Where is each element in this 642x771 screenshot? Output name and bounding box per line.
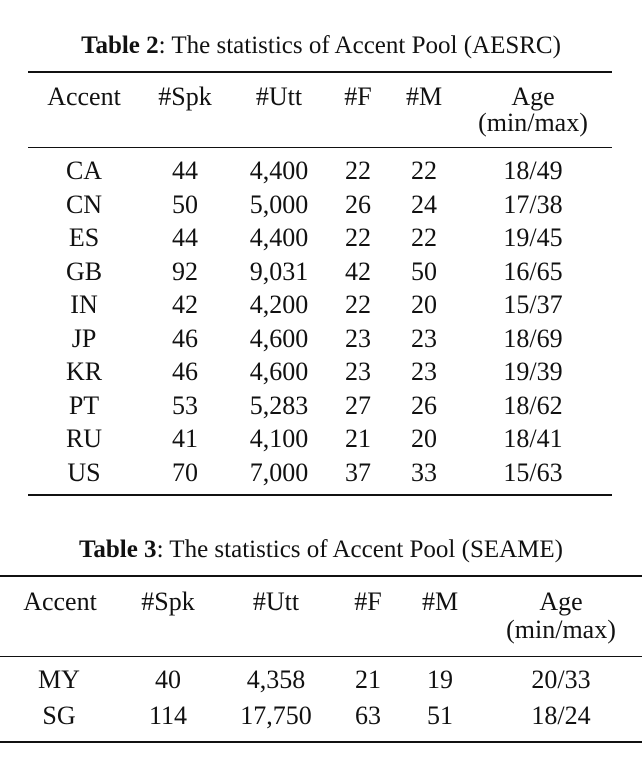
cell-text: 22 [345, 156, 371, 185]
cell-text: 17/38 [503, 189, 563, 219]
table-row [0, 456, 642, 490]
cell-text: 23 [345, 357, 371, 386]
cell-text: 23 [411, 357, 437, 386]
cell-text: 7,000 [249, 457, 309, 487]
table-row [0, 663, 642, 697]
cell-text: CA [65, 156, 103, 185]
table-row [0, 389, 642, 423]
cell-text: 4,400 [249, 223, 309, 252]
cell-text: 51 [427, 701, 453, 730]
cell-text: 23 [345, 323, 371, 353]
table-row [0, 188, 642, 222]
table2-mid-rule [28, 147, 612, 148]
table2-header-utt: #Utt [255, 82, 303, 111]
table2-header-age: Age [511, 82, 555, 111]
cell-text: 46 [172, 357, 198, 386]
cell-text: 40 [155, 665, 181, 694]
cell-text: GB [65, 256, 103, 286]
cell-text: 19 [427, 665, 453, 694]
table3-caption [0, 536, 642, 564]
table2-header-accent: Accent [47, 82, 121, 111]
table3-header-m: #M [421, 587, 459, 616]
table2-header-f: #F [344, 82, 372, 111]
table2-caption-text: : The statistics of Accent Pool (AESRC) [158, 32, 561, 59]
table2-header-spk: #Spk [158, 82, 212, 111]
table2-caption-label: Table 2 [81, 32, 159, 59]
table3-header-age: Age [539, 587, 583, 616]
cell-text: CN [65, 189, 103, 219]
cell-text: 24 [411, 189, 437, 219]
cell-text: 114 [148, 701, 188, 730]
table2-bottom-rule [28, 494, 612, 496]
table2-top-rule [28, 71, 612, 73]
cell-text: JP [71, 323, 97, 353]
cell-text: 15/37 [503, 290, 563, 319]
cell-text: 46 [172, 323, 198, 353]
cell-text: 18/69 [503, 323, 563, 353]
cell-text: 63 [355, 701, 381, 730]
table-row [0, 699, 642, 733]
table3-header-f: #F [354, 587, 382, 616]
cell-text: 37 [345, 457, 371, 487]
cell-text: 50 [411, 256, 437, 286]
cell-text: 16/65 [503, 256, 563, 286]
cell-text: RU [65, 424, 103, 453]
cell-text: 92 [172, 256, 198, 286]
cell-text: 4,600 [249, 357, 309, 386]
cell-text: MY [38, 665, 80, 694]
cell-text: 26 [411, 390, 437, 420]
cell-text: 5,000 [249, 189, 309, 219]
cell-text: 41 [172, 424, 198, 453]
table2-caption [0, 32, 642, 60]
table2-header-age-range: (min/max) [478, 108, 588, 137]
cell-text: 18/49 [503, 156, 563, 185]
table3-header-accent: Accent [23, 587, 97, 616]
cell-text: 20 [411, 424, 437, 453]
cell-text: 42 [345, 256, 371, 286]
cell-text: 19/45 [503, 223, 563, 252]
table3-header-spk: #Spk [141, 587, 195, 616]
table2-header-m: #M [405, 82, 443, 111]
table-row [0, 322, 642, 356]
cell-text: 15/63 [503, 457, 563, 487]
cell-text: 4,358 [246, 665, 306, 694]
cell-text: IN [70, 290, 98, 319]
table3-top-rule [0, 575, 642, 577]
cell-text: 17,750 [240, 701, 312, 730]
cell-text: 4,100 [249, 424, 309, 453]
cell-text: 22 [411, 223, 437, 252]
cell-text: 21 [345, 424, 371, 453]
cell-text: SG [42, 701, 76, 730]
table3-bottom-rule [0, 741, 642, 743]
cell-text: 33 [411, 457, 437, 487]
cell-text: 21 [355, 665, 381, 694]
cell-text: 20/33 [531, 665, 591, 694]
table-row [0, 221, 642, 255]
cell-text: 22 [345, 290, 371, 319]
cell-text: 22 [411, 156, 437, 185]
cell-text: 70 [172, 457, 198, 487]
cell-text: 18/41 [503, 424, 563, 453]
table3-header-age-range: (min/max) [506, 615, 616, 644]
table3-header-utt: #Utt [252, 587, 300, 616]
table-row [0, 288, 642, 322]
cell-text: KR [65, 357, 103, 386]
cell-text: 20 [411, 290, 437, 319]
cell-text: 53 [172, 390, 198, 420]
cell-text: ES [68, 223, 100, 252]
cell-text: 50 [172, 189, 198, 219]
table-row [0, 422, 642, 456]
cell-text: 23 [411, 323, 437, 353]
cell-text: 4,400 [249, 156, 309, 185]
cell-text: 18/24 [531, 701, 591, 730]
cell-text: 5,283 [249, 390, 309, 420]
cell-text: 26 [345, 189, 371, 219]
cell-text: 4,600 [249, 323, 309, 353]
cell-text: PT [68, 390, 100, 420]
cell-text: 44 [172, 223, 198, 252]
table3-mid-rule [0, 656, 642, 657]
table-row [0, 355, 642, 389]
cell-text: 42 [172, 290, 198, 319]
cell-text: 44 [172, 156, 198, 185]
cell-text: 27 [345, 390, 371, 420]
table3-caption-label: Table 3 [78, 536, 157, 563]
cell-text: 4,200 [249, 290, 309, 319]
table3-caption-text: : The statistics of Accent Pool (SEAME) [156, 536, 563, 563]
cell-text: 9,031 [249, 256, 309, 286]
cell-text: 22 [345, 223, 371, 252]
table-row [0, 154, 642, 188]
cell-text: 19/39 [503, 357, 563, 386]
table-row [0, 255, 642, 289]
cell-text: 18/62 [503, 390, 563, 420]
cell-text: US [67, 457, 101, 487]
